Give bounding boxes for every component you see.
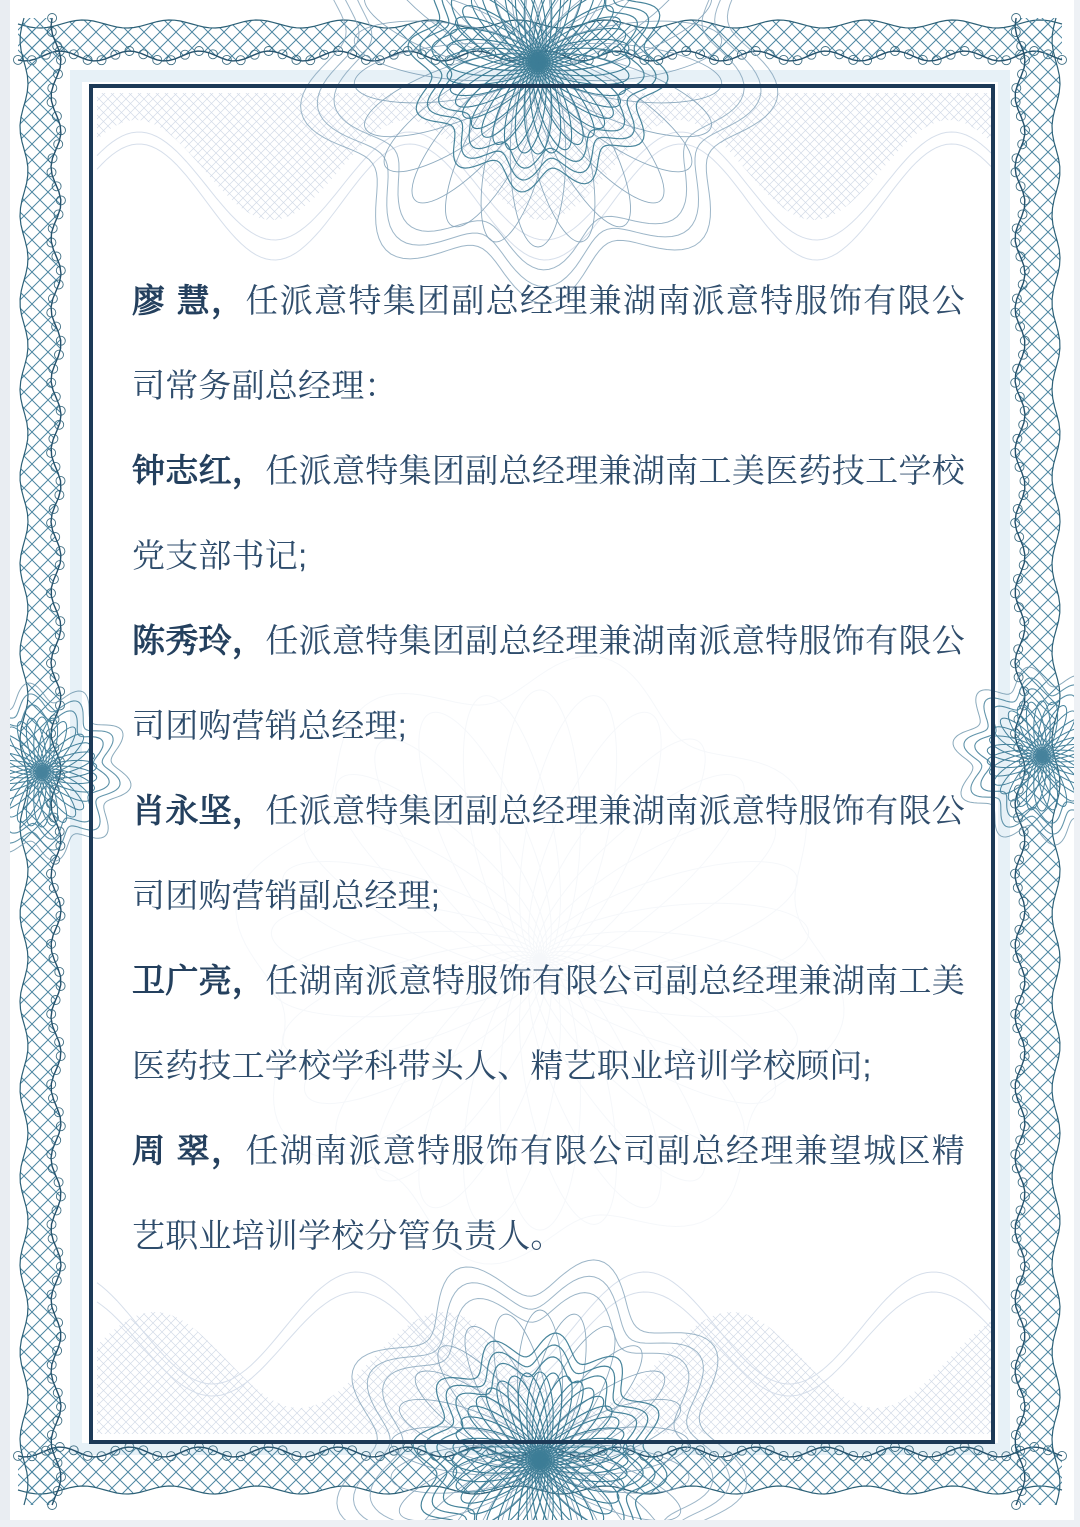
person-name: 周 翠，: [132, 1132, 246, 1169]
appointment-entry: [132, 598, 965, 768]
appointment-text: 任派意特集团副总经理兼湖南派意特服饰有限公司常务副总经理：: [132, 282, 966, 404]
person-name: 廖 慧，: [132, 282, 246, 319]
person-name: 钟志红，: [132, 452, 266, 489]
appointment-text: 任派意特集团副总经理兼湖南工美医药技工学校党支部书记;: [132, 452, 965, 574]
person-name: 肖永坚，: [132, 792, 266, 829]
person-name: 陈秀玲，: [132, 622, 266, 659]
appointment-entry: [132, 1108, 965, 1278]
photo-edge-left: [0, 0, 10, 1527]
appointment-text: 任派意特集团副总经理兼湖南派意特服饰有限公司团购营销总经理;: [132, 622, 965, 744]
appointment-text: 任派意特集团副总经理兼湖南派意特服饰有限公司团购营销副总经理;: [132, 792, 965, 914]
appointment-entry: [132, 428, 965, 598]
appointment-entry: [132, 258, 965, 428]
photo-edge-bottom: [0, 1520, 1080, 1527]
appointment-text-block: [132, 258, 965, 1278]
person-name: 卫广亮，: [132, 962, 266, 999]
appointment-entry: [132, 768, 965, 938]
appointment-text: 任湖南派意特服饰有限公司副总经理兼湖南工美医药技工学校学科带头人、精艺职业培训学校顾问;: [132, 962, 965, 1084]
photo-edge-right: [1074, 0, 1080, 1527]
appointment-text: 任湖南派意特服饰有限公司副总经理兼望城区精艺职业培训学校分管负责人。: [132, 1132, 966, 1254]
appointment-entry: [132, 938, 965, 1108]
